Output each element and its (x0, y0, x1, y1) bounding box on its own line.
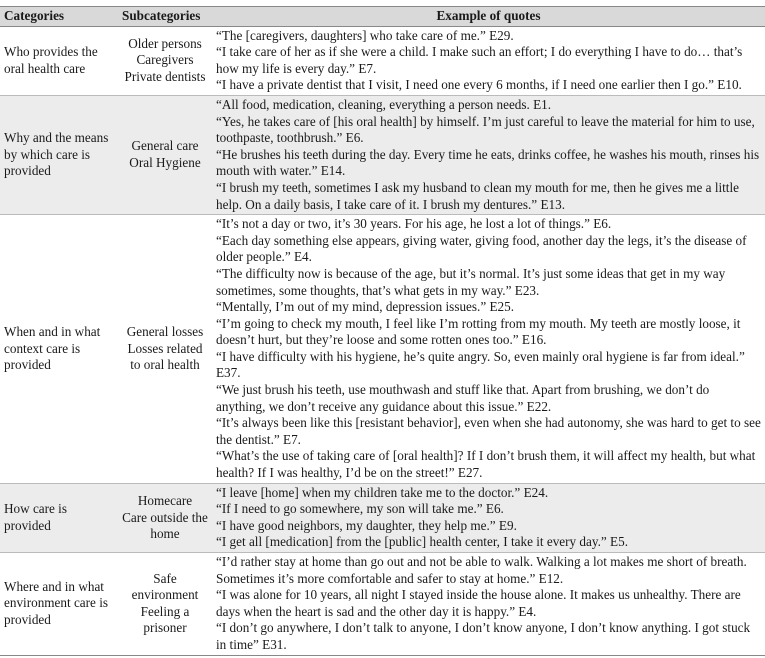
subcategory-cell (118, 26, 212, 95)
subcategory: Older persons (128, 35, 202, 51)
subcategory: Oral Hygiene (129, 155, 201, 171)
header-quotes: Example of quotes (212, 7, 765, 27)
quote: “It’s not a day or two, it’s 30 years. For his age, he lost a lot of things.” E6. (216, 216, 612, 232)
subcategory: Homecare (137, 492, 193, 508)
subcategory: General care (131, 138, 199, 154)
category-cell: Why and the means by which care is provided (0, 95, 118, 214)
category-cell: Where and in what environment care is provided (0, 553, 118, 656)
quotes-cell (212, 483, 765, 552)
header-subcategories: Subcategories (118, 7, 212, 27)
subcategory-cell (118, 215, 212, 484)
quote: “He brushes his teeth during the day. Every time he eats, drinks coffee, he washes his mouth, rinses his mouth with water.” E14. (216, 146, 760, 179)
header-row (0, 7, 765, 27)
quote: “If I need to go somewhere, my son will take me.” E6. (216, 501, 504, 517)
quote: “I brush my teeth, sometimes I ask my husband to clean my mouth for me, then he gives me a little help. On a daily basis, I take care of it. I brush my dentures.” E13. (216, 179, 739, 212)
quote: “Each day something else appears, giving water, giving food, another day the legs, it’s the disease of older people.” E4. (216, 232, 747, 265)
table-row (0, 483, 765, 552)
quote: “I don’t go anywhere, I don’t talk to anyone, I don’t know anyone, I don’t know anything. I got stuck in time” E31. (216, 620, 751, 652)
quote: “The [caregivers, daughters] who take care of me.” E29. (216, 27, 514, 43)
quote: “I’m going to check my mouth, I feel like I’m rotting from my mouth. My teeth are mostly loose, it doesn’t hurt, but they’re loose and some rotten ones too.” E16. (216, 315, 741, 348)
quote: “I’d rather stay at home than go out and not be able to walk. Walking a lot makes me short of breath. Sometimes it’s more comfortable and safer to stay at home.” E12. (216, 554, 747, 586)
quotes-table (0, 6, 765, 656)
subcategory: Care outside the home (122, 509, 208, 542)
category-cell: Who provides the oral health care (0, 26, 118, 95)
quotes-cell (212, 26, 765, 95)
quotes-cell (212, 553, 765, 656)
subcategory: Losses related to oral health (127, 340, 203, 373)
quotes-cell (212, 215, 765, 484)
subcategory-cell (118, 95, 212, 214)
category-cell: How care is provided (0, 483, 118, 552)
quote: “I have a private dentist that I visit, I need one every 6 months, if I need one earlier then I go.” E10. (216, 77, 742, 93)
table-row (0, 553, 765, 656)
quote: “I have good neighbors, my daughter, they help me.” E9. (216, 517, 517, 533)
subcategory: Private dentists (124, 69, 206, 85)
header-categories: Categories (0, 7, 118, 27)
subcategory: General losses (126, 323, 204, 339)
table-row (0, 26, 765, 95)
quote: “It’s always been like this [resistant behavior], even when she had autonomy, she was hard to get to see the dentist.” E7. (216, 415, 761, 447)
quote: “We just brush his teeth, use mouthwash and stuff like that. Apart from brushing, we don’t do anything, we don’t receive any guidance about this issue.” E22. (216, 382, 710, 414)
quote: “I have difficulty with his hygiene, he’s quite angry. So, even mainly oral hygiene is far from ideal.” E37. (216, 348, 745, 381)
subcategory: Safe environment (131, 570, 199, 603)
subcategory: Caregivers (136, 52, 194, 68)
quote: “The difficulty now is because of the age, but it’s normal. It’s just some ideas that get in my way sometimes, some thoughts, that’s what gets in my way.” E23. (216, 265, 726, 298)
table-row (0, 95, 765, 214)
quote: “Mentally, I’m out of my mind, depression issues.” E25. (216, 299, 515, 315)
quote: “What’s the use of taking care of [oral health]? If I don’t brush them, it will affect my health, but what health? If I was healthy, I’d be on the street!” E27. (216, 448, 756, 481)
subcategory-cell (118, 553, 212, 656)
quote: “I was alone for 10 years, all night I stayed inside the house alone. It makes us unhealthy. There are days when the heart is sad and the other day it is happy.” E4. (216, 587, 741, 619)
quotes-cell (212, 95, 765, 214)
quote: “I leave [home] when my children take me to the doctor.” E24. (216, 484, 549, 500)
category-cell: When and in what context care is provided (0, 215, 118, 484)
table-row (0, 215, 765, 484)
subcategory-cell (118, 483, 212, 552)
quote: “All food, medication, cleaning, everything a person needs. E1. (216, 96, 552, 112)
quote: “I get all [medication] from the [public] health center, I take it every day.” E5. (216, 534, 629, 550)
quote: “Yes, he takes care of [his oral health] by himself. I’m just careful to leave the material for him to use, toothpaste, toothbrush.” E6. (216, 113, 755, 146)
subcategory: Feeling a prisoner (140, 603, 190, 636)
quote: “I take care of her as if she were a child. I make such an effort; I do everything I have to do… that’s how my life is every day.” E7. (216, 44, 743, 76)
